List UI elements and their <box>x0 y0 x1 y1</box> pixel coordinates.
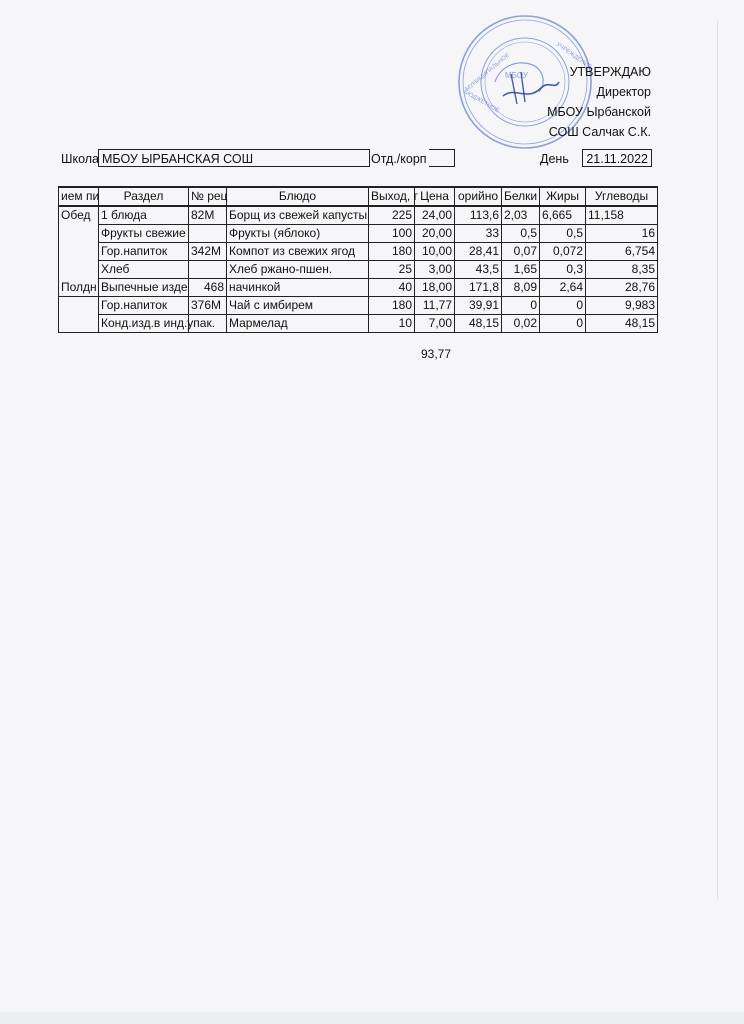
cell-carbs: 48,15 <box>586 315 658 333</box>
cell-carbs: 28,76 <box>586 279 658 297</box>
cell-dish: Борщ из свежей капусты <box>227 206 369 225</box>
scan-edge <box>0 1012 744 1024</box>
cell-carbs: 6,754 <box>586 243 658 261</box>
cell-section: Выпечные изде <box>99 279 189 297</box>
cell-recipe: 82М <box>189 206 227 225</box>
cell-dish: Компот из свежих ягод <box>227 243 369 261</box>
school-label: Школа <box>61 152 99 166</box>
cell-fat: 0 <box>540 315 586 333</box>
table-header-row <box>59 187 658 206</box>
cell-output: 180 <box>369 243 415 261</box>
table-row <box>59 206 658 225</box>
cell-output: 225 <box>369 206 415 225</box>
cell-section: Конд.изд.в инд.упак. <box>99 315 189 333</box>
cell-section: Гор.напиток <box>99 297 189 315</box>
meal-empty-cell <box>59 315 99 333</box>
col-meal: ием пи <box>59 187 99 206</box>
cell-protein: 0 <box>502 297 540 315</box>
cell-output: 100 <box>369 225 415 243</box>
cell-protein: 2,03 <box>502 206 540 225</box>
approval-signer: СОШ Салчак С.К. <box>548 125 651 139</box>
table-row <box>59 225 658 243</box>
cell-dish: Хлеб ржано-пшен. <box>227 261 369 279</box>
cell-protein: 0,5 <box>502 225 540 243</box>
cell-price: 3,00 <box>415 261 455 279</box>
col-fat: Жиры <box>540 187 586 206</box>
cell-output: 40 <box>369 279 415 297</box>
cell-output: 25 <box>369 261 415 279</box>
cell-dish: Фрукты (яблоко) <box>227 225 369 243</box>
cell-fat: 6,665 <box>540 206 586 225</box>
table-row <box>59 243 658 261</box>
school-field: МБОУ ЫРБАНСКАЯ СОШ <box>98 149 370 167</box>
svg-text:МУНИЦИПАЛЬНОЕ: МУНИЦИПАЛЬНОЕ <box>464 52 512 93</box>
col-kcal: орийно <box>455 187 502 206</box>
cell-price: 10,00 <box>415 243 455 261</box>
cell-recipe: 468 <box>189 279 227 297</box>
approval-org: МБОУ Ырбанской <box>547 105 651 119</box>
table-row <box>59 261 658 279</box>
cell-carbs: 11,158 <box>586 206 658 225</box>
cell-section: Гор.напиток <box>99 243 189 261</box>
svg-text:МБОУ: МБОУ <box>505 71 528 80</box>
cell-carbs: 16 <box>586 225 658 243</box>
approval-position: Директор <box>596 85 651 99</box>
cell-dish: начинкой <box>227 279 369 297</box>
cell-kcal: 48,15 <box>455 315 502 333</box>
cell-protein: 0,02 <box>502 315 540 333</box>
table-row <box>59 279 658 297</box>
cell-kcal: 28,41 <box>455 243 502 261</box>
cell-protein: 1,65 <box>502 261 540 279</box>
cell-recipe: 376М <box>189 297 227 315</box>
cell-price: 24,00 <box>415 206 455 225</box>
col-dish: Блюдо <box>227 187 369 206</box>
scan-line <box>717 20 718 900</box>
cell-fat: 0,5 <box>540 225 586 243</box>
cell-kcal: 43,5 <box>455 261 502 279</box>
cell-kcal: 33 <box>455 225 502 243</box>
meal-empty-cell <box>59 297 99 315</box>
cell-recipe: 342М <box>189 243 227 261</box>
dept-label: Отд./корп <box>371 152 427 166</box>
cell-section: Хлеб <box>99 261 189 279</box>
col-recipe: № рец <box>189 187 227 206</box>
cell-dish: Мармелад <box>227 315 369 333</box>
cell-price: 11,77 <box>415 297 455 315</box>
cell-protein: 0,07 <box>502 243 540 261</box>
meal-lunch: Обед <box>59 206 99 279</box>
cell-carbs: 9,983 <box>586 297 658 315</box>
cell-fat: 2,64 <box>540 279 586 297</box>
cell-dish: Чай с имбирем <box>227 297 369 315</box>
cell-carbs: 8,35 <box>586 261 658 279</box>
col-output: Выход, г <box>369 187 415 206</box>
cell-fat: 0,072 <box>540 243 586 261</box>
approval-block <box>547 62 651 142</box>
col-section: Раздел <box>99 187 189 206</box>
cell-price: 18,00 <box>415 279 455 297</box>
table-row <box>59 315 658 333</box>
day-label: День <box>540 152 569 166</box>
table-row <box>59 297 658 315</box>
cell-fat: 0,3 <box>540 261 586 279</box>
svg-text:УЧРЕЖДЕНИЕ: УЧРЕЖДЕНИЕ <box>554 41 593 71</box>
cell-kcal: 171,8 <box>455 279 502 297</box>
cell-section: Фрукты свежие <box>99 225 189 243</box>
cell-kcal: 39,91 <box>455 297 502 315</box>
col-price: Цена <box>415 187 455 206</box>
cell-price: 20,00 <box>415 225 455 243</box>
total-price: 93,77 <box>421 347 452 361</box>
svg-text:БЮДЖЕТНОЕ: БЮДЖЕТНОЕ <box>462 89 501 115</box>
dept-field <box>429 149 455 167</box>
approval-title: УТВЕРЖДАЮ <box>569 65 651 79</box>
cell-price: 7,00 <box>415 315 455 333</box>
day-field: 21.11.2022 <box>582 149 652 167</box>
cell-protein: 8,09 <box>502 279 540 297</box>
cell-fat: 0 <box>540 297 586 315</box>
cell-recipe <box>189 261 227 279</box>
col-protein: Белки <box>502 187 540 206</box>
menu-table <box>58 186 658 333</box>
cell-output: 10 <box>369 315 415 333</box>
col-carbs: Углеводы <box>586 187 658 206</box>
cell-recipe <box>189 225 227 243</box>
cell-kcal: 113,6 <box>455 206 502 225</box>
cell-section: 1 блюда <box>99 206 189 225</box>
cell-output: 180 <box>369 297 415 315</box>
meal-snack: Полдн <box>59 279 99 297</box>
